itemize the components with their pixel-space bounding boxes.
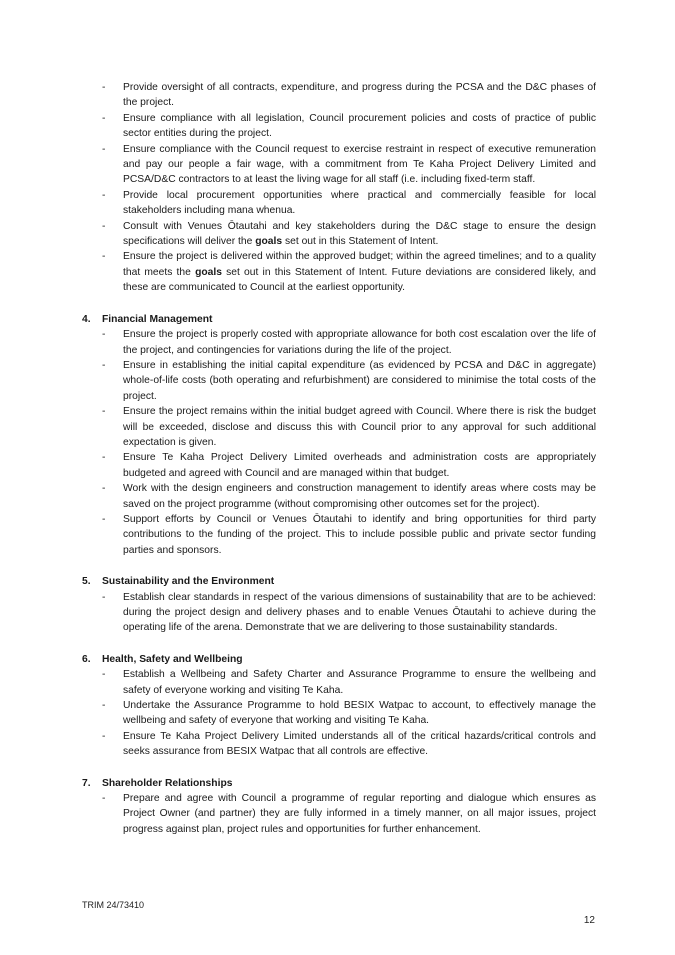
bullet-dash: -	[102, 700, 106, 712]
section-shareholder-relationships	[82, 776, 596, 838]
bullet-text: Ensure Te Kaha Project Delivery Limited understands all of the critical hazards/critical controls and seeks assurance from BESIX Watpac that all controls are effective.	[123, 730, 596, 758]
bullet-text: Ensure compliance with the Council request to exercise restraint in respect of executive remuneration and pay our people a fair wage, with a commitment from Te Kaha Project Delivery Limited and PCSA/D&C contractors to at least the living wage for all staff (i.e. including fixed-term staff.	[123, 143, 596, 186]
section-title: Health, Safety and Wellbeing	[102, 653, 243, 665]
section-heading	[82, 776, 596, 791]
section-health-safety	[82, 652, 596, 760]
section-number: 5.	[82, 576, 91, 588]
list-item	[82, 327, 596, 358]
bullet-text: Undertake the Assurance Programme to hold BESIX Watpac to account, to effectively manage the wellbeing and safety of everyone that working and visiting Te Kaha.	[123, 700, 596, 727]
section-heading	[82, 312, 596, 327]
bullet-text: Ensure the project remains within the initial budget agreed with Council. Where there is risk the budget will be exceeded, disclose and discuss this with Council prior to any approval for such additional expectation is given.	[123, 406, 596, 448]
bullet-dash: -	[102, 793, 106, 805]
section-number: 6.	[82, 653, 91, 665]
section-number: 4.	[82, 313, 91, 325]
section-title: Financial Management	[102, 313, 213, 325]
bullet-text-end: set out in this Statement of Intent.	[282, 236, 439, 248]
bullet-text: Ensure in establishing the initial capital expenditure (as evidenced by PCSA and D&C in aggregate) whole-of-life costs (both operating and refurbishment) are considered to minimise the total costs of the project.	[123, 359, 596, 402]
section-number: 7.	[82, 777, 91, 789]
list-item	[82, 111, 596, 142]
list-item	[82, 791, 596, 837]
bullet-dash: -	[102, 452, 106, 464]
list-item	[82, 80, 596, 111]
list-item	[82, 698, 596, 729]
bullet-dash: -	[102, 513, 106, 525]
list-item	[82, 667, 596, 698]
section-bullet-list	[82, 667, 596, 759]
bullet-text: Provide local procurement opportunities where practical and commercially feasible for local stakeholders including mana whenua.	[123, 189, 596, 217]
bold-keyword: goals	[195, 266, 222, 278]
page-number: 12	[583, 915, 595, 926]
bullet-text-end: set out in this Statement of Intent. Future deviations are considered likely, and these are communicated to Council at the earliest opportunity.	[123, 266, 596, 294]
list-item	[82, 450, 596, 481]
bullet-text-start: Consult with Venues Ōtautahi and key stakeholders during the D&C stage to ensure the design specifications will deliver the	[123, 220, 596, 248]
bullet-dash: -	[102, 143, 106, 155]
bullet-dash: -	[102, 112, 106, 124]
list-item	[82, 358, 596, 404]
bullet-dash: -	[102, 189, 106, 201]
section-sustainability	[82, 574, 596, 636]
bullet-dash: -	[102, 359, 106, 371]
bullet-dash: -	[102, 220, 106, 232]
bullet-dash: -	[102, 730, 106, 742]
page-content	[82, 80, 596, 837]
trim-reference: TRIM 24/73410	[82, 900, 145, 910]
bullet-text: Ensure the project is properly costed with appropriate allowance for both cost escalation over the life of the project, and contingencies for variations during the life of the project.	[123, 329, 596, 356]
list-item	[82, 219, 596, 250]
bullet-dash: -	[102, 251, 106, 263]
bullet-text: Work with the design engineers and construction management to identify areas where costs may be saved on the project programme (without compromising other outcomes set for the project).	[123, 483, 596, 510]
section-heading	[82, 652, 596, 667]
section-title: Shareholder Relationships	[102, 777, 233, 789]
bullet-text: Support efforts by Council or Venues Ōtautahi to identify and bring opportunities for third party contributions to the funding of the project. This to include possible public and private sector funding parties and sponsors.	[123, 513, 596, 556]
list-item	[82, 729, 596, 760]
list-item	[82, 142, 596, 188]
list-item	[82, 481, 596, 512]
bullet-dash: -	[102, 82, 106, 93]
bullet-dash: -	[102, 591, 106, 603]
section-bullet-list	[82, 327, 596, 558]
list-item	[82, 188, 596, 219]
intro-bullet-list	[82, 80, 596, 296]
bullet-text: Ensure compliance with all legislation, Council procurement policies and costs of practice of public sector entities during the project.	[123, 112, 596, 140]
bullet-dash: -	[102, 483, 106, 495]
bullet-dash: -	[102, 406, 106, 418]
bullet-dash: -	[102, 329, 106, 341]
bullet-text: Prepare and agree with Council a programme of regular reporting and dialogue which ensures as Project Owner (and partner) they are fully informed in a timely manner, on all major issues, project progress against plan, project rules and opportunities for further enhancement.	[123, 793, 596, 835]
bullet-dash: -	[102, 669, 106, 681]
bullet-text: Provide oversight of all contracts, expenditure, and progress during the PCSA and the D&C phases of the project.	[123, 82, 596, 109]
list-item	[82, 404, 596, 450]
bullet-text: Establish a Wellbeing and Safety Charter and Assurance Programme to ensure the wellbeing and safety of everyone working and visiting Te Kaha.	[123, 669, 596, 696]
bold-keyword: goals	[255, 236, 283, 248]
section-bullet-list	[82, 791, 596, 837]
section-heading	[82, 574, 596, 589]
list-item	[82, 249, 596, 295]
list-item	[82, 590, 596, 636]
bullet-text-start: Ensure the project is delivered within the approved budget; within the agreed timelines; and to a quality that meets the	[123, 251, 596, 278]
bullet-text: Establish clear standards in respect of the various dimensions of sustainability that are to be achieved: during the project design and delivery phases and to enable Venues Ōtautahi to achieve during the operating life of the arena. Demonstrate that we are delivering to those sustainability standards.	[123, 591, 596, 634]
section-financial-management	[82, 312, 596, 559]
bullet-text: Ensure Te Kaha Project Delivery Limited overheads and administration costs are appropriately budgeted and agreed with Council and are managed within that budget.	[123, 452, 596, 479]
section-bullet-list	[82, 590, 596, 636]
list-item	[82, 512, 596, 558]
section-title: Sustainability and the Environment	[102, 576, 275, 588]
